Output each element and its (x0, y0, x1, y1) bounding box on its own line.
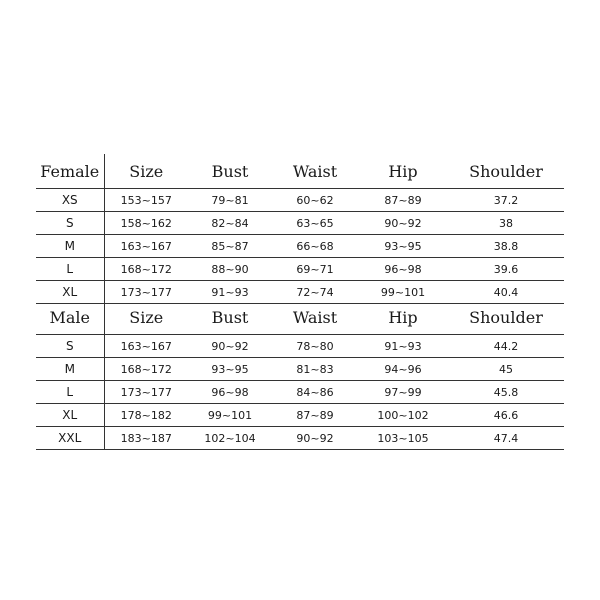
header-bust: Bust (188, 154, 272, 189)
table-row (36, 235, 564, 258)
table-row (36, 335, 564, 358)
table-row (36, 427, 564, 450)
bust-cell: 82~84 (188, 212, 272, 235)
header-waist: Waist (272, 300, 358, 335)
waist-cell: 69~71 (272, 258, 358, 281)
size-label-cell: S (36, 335, 104, 358)
header-male: Male (36, 300, 104, 335)
hip-cell: 93~95 (358, 235, 448, 258)
header-shoulder: Shoulder (448, 300, 564, 335)
hip-cell: 99~101 (358, 281, 448, 304)
shoulder-cell: 37.2 (448, 189, 564, 212)
size-cell: 163~167 (104, 335, 188, 358)
size-cell: 178~182 (104, 404, 188, 427)
size-label-cell: XS (36, 189, 104, 212)
hip-cell: 94~96 (358, 358, 448, 381)
header-bust: Bust (188, 300, 272, 335)
size-cell: 168~172 (104, 258, 188, 281)
bust-cell: 99~101 (188, 404, 272, 427)
size-cell: 163~167 (104, 235, 188, 258)
table-row (36, 381, 564, 404)
size-cell: 173~177 (104, 281, 188, 304)
size-label-cell: S (36, 212, 104, 235)
bust-cell: 102~104 (188, 427, 272, 450)
waist-cell: 60~62 (272, 189, 358, 212)
header-female: Female (36, 154, 104, 189)
shoulder-cell: 46.6 (448, 404, 564, 427)
header-size: Size (104, 300, 188, 335)
size-cell: 183~187 (104, 427, 188, 450)
header-hip: Hip (358, 300, 448, 335)
waist-cell: 72~74 (272, 281, 358, 304)
hip-cell: 97~99 (358, 381, 448, 404)
hip-cell: 103~105 (358, 427, 448, 450)
waist-cell: 84~86 (272, 381, 358, 404)
bust-cell: 91~93 (188, 281, 272, 304)
bust-cell: 96~98 (188, 381, 272, 404)
waist-cell: 87~89 (272, 404, 358, 427)
size-label-cell: L (36, 258, 104, 281)
shoulder-cell: 45 (448, 358, 564, 381)
header-waist: Waist (272, 154, 358, 189)
table-row (36, 358, 564, 381)
hip-cell: 91~93 (358, 335, 448, 358)
male-header-row (36, 300, 564, 335)
table-row (36, 212, 564, 235)
size-label-cell: XXL (36, 427, 104, 450)
waist-cell: 90~92 (272, 427, 358, 450)
bust-cell: 85~87 (188, 235, 272, 258)
hip-cell: 100~102 (358, 404, 448, 427)
size-cell: 158~162 (104, 212, 188, 235)
waist-cell: 63~65 (272, 212, 358, 235)
size-cell: 168~172 (104, 358, 188, 381)
waist-cell: 78~80 (272, 335, 358, 358)
header-shoulder: Shoulder (448, 154, 564, 189)
header-hip: Hip (358, 154, 448, 189)
male-size-table (36, 300, 564, 450)
waist-cell: 81~83 (272, 358, 358, 381)
waist-cell: 66~68 (272, 235, 358, 258)
shoulder-cell: 38.8 (448, 235, 564, 258)
size-label-cell: M (36, 358, 104, 381)
bust-cell: 90~92 (188, 335, 272, 358)
size-label-cell: XL (36, 281, 104, 304)
header-size: Size (104, 154, 188, 189)
size-label-cell: XL (36, 404, 104, 427)
hip-cell: 96~98 (358, 258, 448, 281)
shoulder-cell: 39.6 (448, 258, 564, 281)
bust-cell: 93~95 (188, 358, 272, 381)
female-size-table (36, 154, 564, 304)
hip-cell: 90~92 (358, 212, 448, 235)
bust-cell: 88~90 (188, 258, 272, 281)
table-row (36, 404, 564, 427)
size-cell: 173~177 (104, 381, 188, 404)
bust-cell: 79~81 (188, 189, 272, 212)
size-label-cell: M (36, 235, 104, 258)
size-label-cell: L (36, 381, 104, 404)
shoulder-cell: 45.8 (448, 381, 564, 404)
table-row (36, 258, 564, 281)
hip-cell: 87~89 (358, 189, 448, 212)
size-cell: 153~157 (104, 189, 188, 212)
female-header-row (36, 154, 564, 189)
shoulder-cell: 47.4 (448, 427, 564, 450)
shoulder-cell: 44.2 (448, 335, 564, 358)
table-row (36, 189, 564, 212)
shoulder-cell: 38 (448, 212, 564, 235)
shoulder-cell: 40.4 (448, 281, 564, 304)
